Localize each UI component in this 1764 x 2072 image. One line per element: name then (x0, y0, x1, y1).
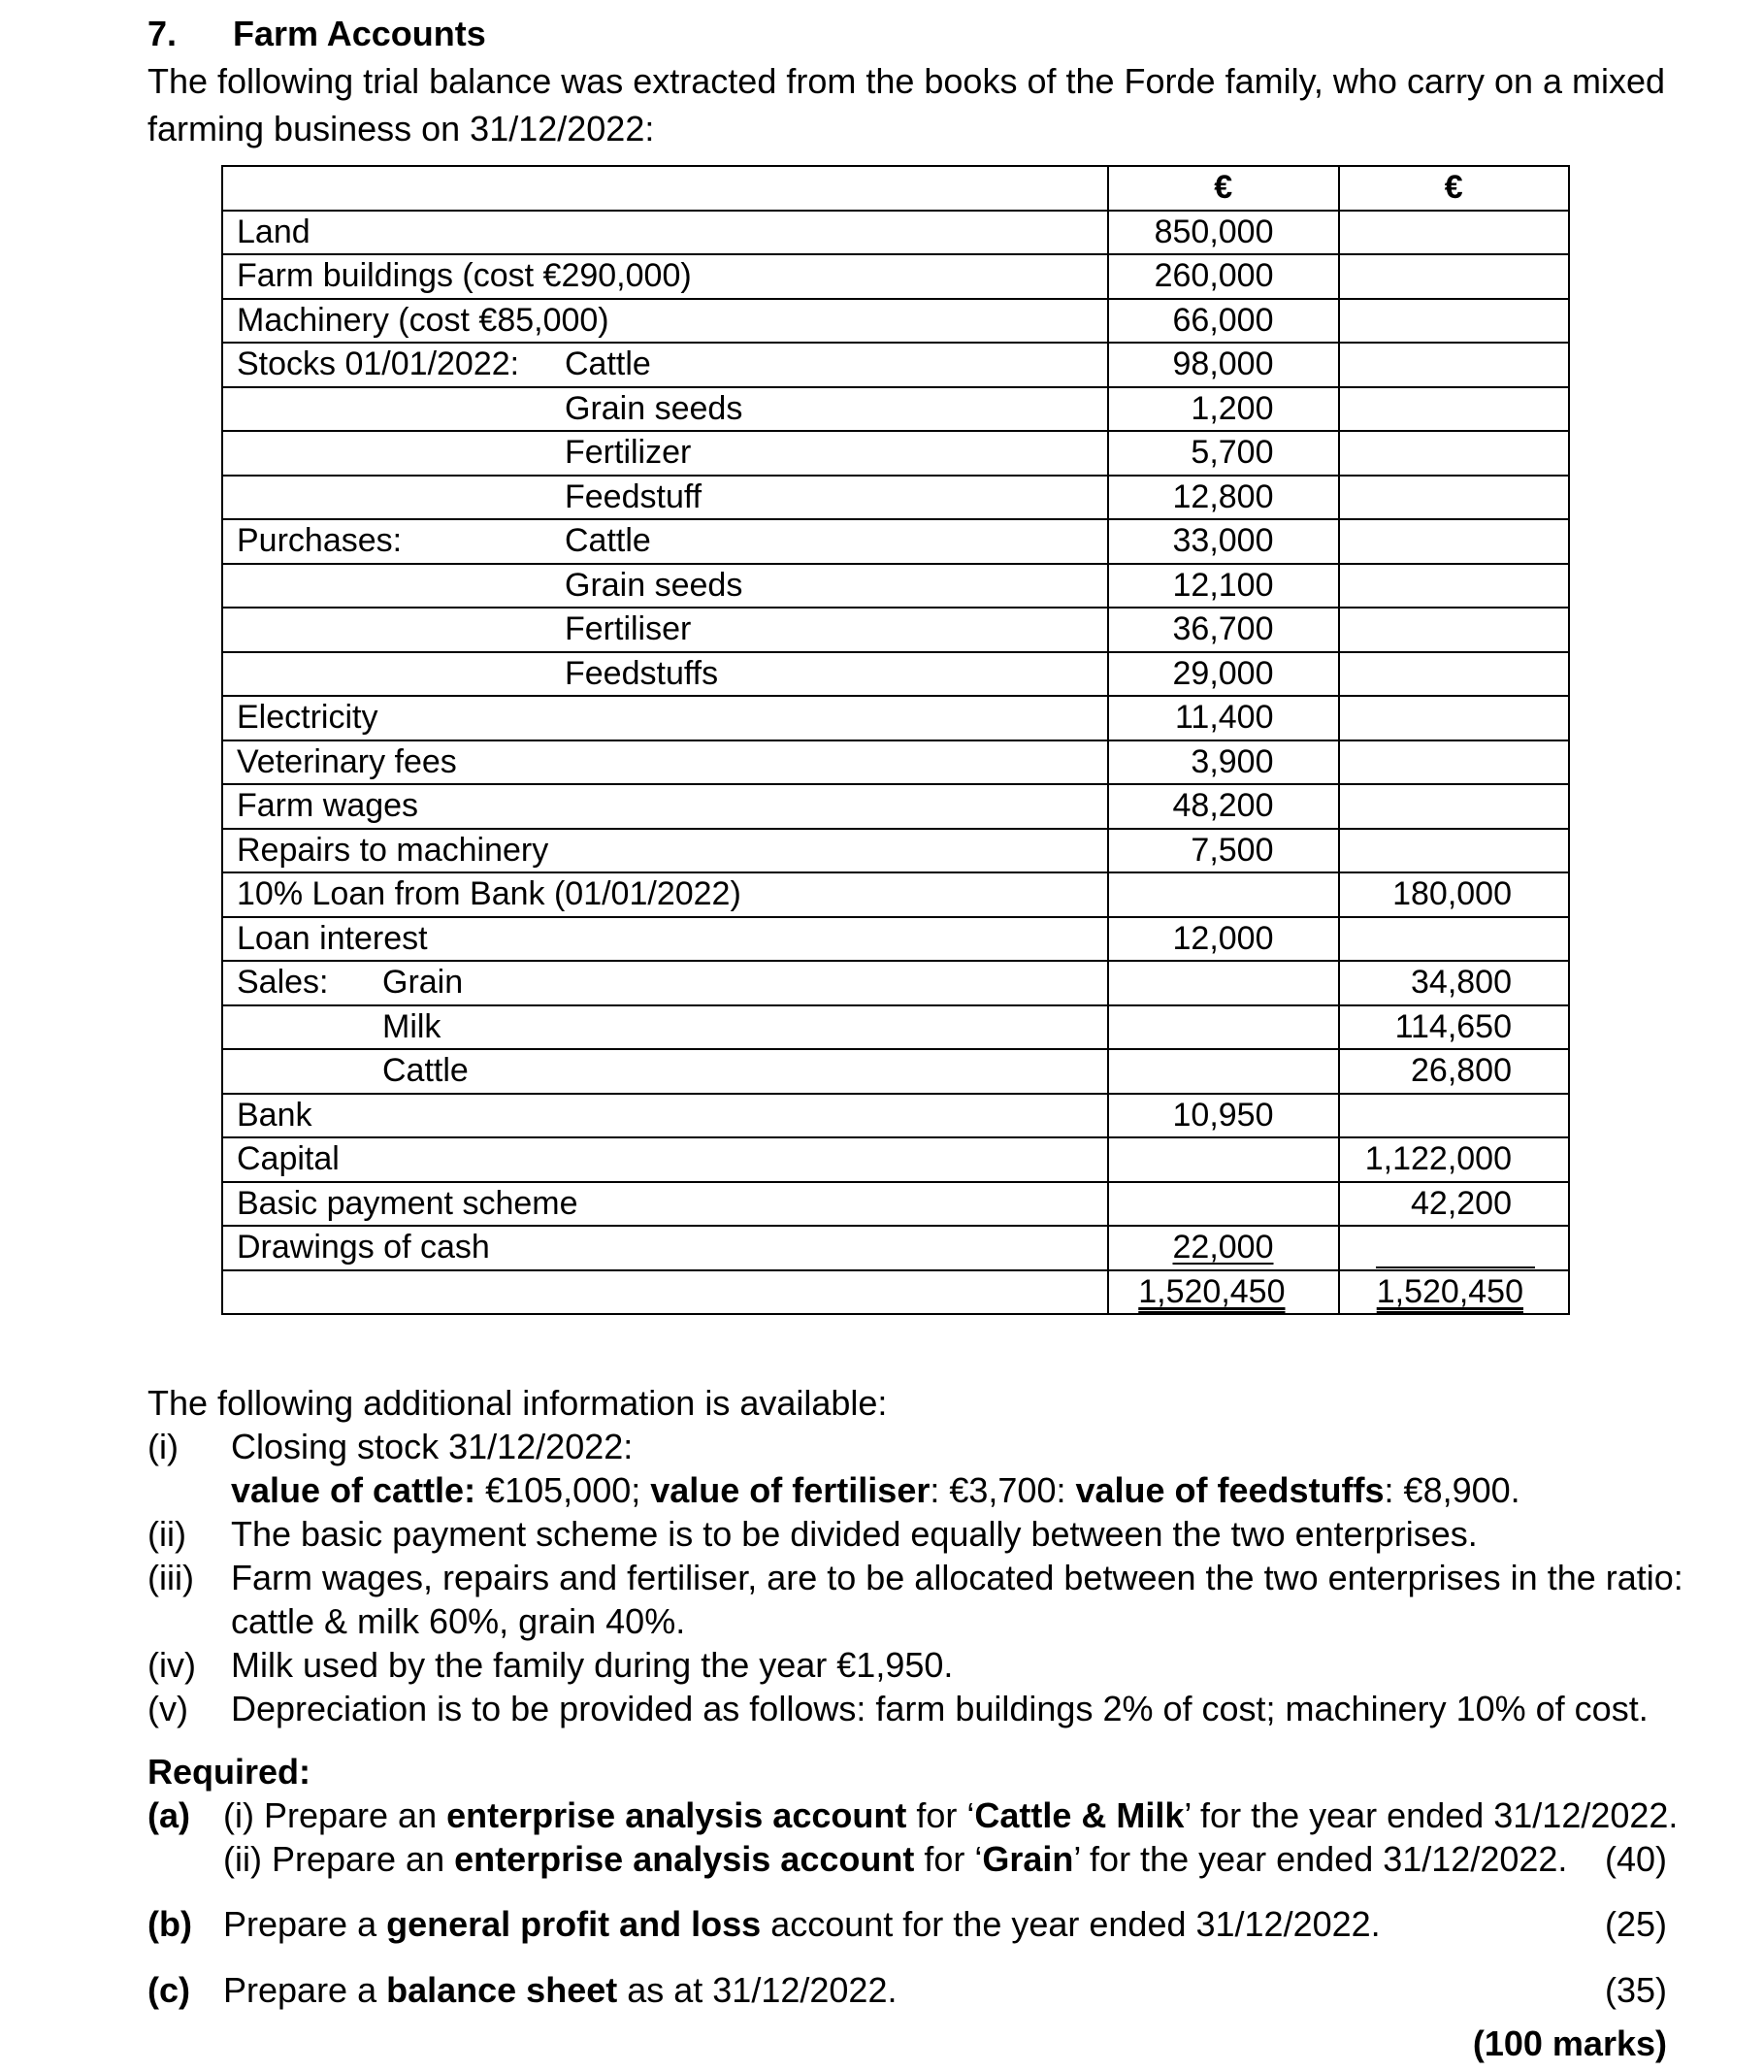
row-sublabel: Cattle (565, 345, 651, 382)
row-sublabel: Fertiliser (565, 610, 692, 647)
row-label-cell (222, 740, 1108, 785)
row-label-cell (222, 387, 1108, 432)
debit-amount: 11,400 (1175, 699, 1274, 737)
credit-amount: 26,800 (1411, 1052, 1512, 1090)
debit-amount: 7,500 (1191, 831, 1274, 869)
debit-cell (1108, 961, 1339, 1005)
row-label-cell (222, 784, 1108, 829)
row-label-cell (222, 254, 1108, 299)
debit-cell (1108, 829, 1339, 873)
item-v-number: (v) (147, 1689, 188, 1728)
part-b-post: account for the year ended 31/12/2022. (761, 1904, 1381, 1944)
table-row (222, 1005, 1569, 1050)
row-label: Basic payment scheme (237, 1184, 578, 1222)
part-b-label: (b) (147, 1904, 192, 1944)
table-row (222, 564, 1569, 608)
cattle-value: €105,000; (475, 1470, 651, 1510)
credit-amount: 34,800 (1411, 964, 1512, 1002)
debit-cell (1108, 917, 1339, 962)
totals-label-cell (222, 1270, 1108, 1315)
debit-cell (1108, 1005, 1339, 1050)
item-iii-text-2: cattle & milk 60%, grain 40%. (231, 1601, 686, 1641)
item-iii-number: (iii) (147, 1558, 194, 1597)
debit-amount: 66,000 (1172, 301, 1274, 339)
item-iii-text-1: Farm wages, repairs and fertiliser, are to be allocated between the two enterprises in the ratio: (231, 1558, 1683, 1597)
cattle-value-label: value of cattle: (231, 1470, 476, 1510)
credit-cell (1339, 740, 1570, 785)
part-c-pre: Prepare a (223, 1970, 387, 2010)
row-label-cell (222, 476, 1108, 520)
row-label: Electricity (237, 699, 378, 737)
table-row (222, 784, 1569, 829)
table-row (222, 1182, 1569, 1227)
debit-cell (1108, 1137, 1339, 1182)
part-a-ii-pre: (ii) Prepare an (223, 1839, 455, 1879)
row-sublabel: Cattle (565, 522, 651, 559)
debit-cell (1108, 431, 1339, 476)
part-b-text (223, 1904, 1381, 1945)
item-ii-number: (ii) (147, 1514, 186, 1554)
table-row (222, 343, 1569, 387)
debit-cell (1108, 1094, 1339, 1138)
part-a-i-pre: (i) Prepare an (223, 1795, 447, 1835)
debit-amount: 22,000 (1172, 1229, 1274, 1266)
part-c-marks: (35) (1604, 1970, 1667, 2010)
row-label: Veterinary fees (237, 742, 457, 780)
row-label-cell (222, 696, 1108, 740)
row-label: Drawings of cash (237, 1229, 490, 1266)
row-label-cell (222, 211, 1108, 255)
table-row (222, 696, 1569, 740)
row-label-cell (222, 652, 1108, 697)
credit-amount: 180,000 (1392, 875, 1512, 913)
row-label: Sales: (237, 964, 329, 1002)
total-debit: 1,520,450 (1138, 1272, 1286, 1310)
credit-cell (1339, 961, 1570, 1005)
row-label-cell (222, 829, 1108, 873)
table-header-row (222, 166, 1569, 211)
credit-cell (1339, 431, 1570, 476)
debit-cell (1108, 608, 1339, 652)
credit-cell (1339, 917, 1570, 962)
debit-cell (1108, 476, 1339, 520)
credit-cell (1339, 652, 1570, 697)
credit-amount: 114,650 (1394, 1007, 1512, 1045)
credit-cell (1339, 829, 1570, 873)
table-row (222, 740, 1569, 785)
row-label-cell (222, 431, 1108, 476)
question-number: 7. (147, 14, 178, 53)
credit-cell (1339, 476, 1570, 520)
credit-amount: 1,122,000 (1364, 1140, 1512, 1178)
table-row (222, 211, 1569, 255)
credit-cell (1339, 1226, 1570, 1270)
row-label-cell (222, 1049, 1108, 1094)
debit-amount: 36,700 (1172, 610, 1274, 648)
debit-amount: 1,200 (1191, 389, 1274, 427)
part-a-i-mid: for ‘ (906, 1795, 975, 1835)
row-sublabel: Feedstuffs (565, 654, 719, 692)
table-row (222, 1094, 1569, 1138)
table-row (222, 608, 1569, 652)
row-label: Loan interest (237, 919, 428, 957)
row-label: Capital (237, 1140, 340, 1178)
row-label-cell (222, 1226, 1108, 1270)
part-c-bold: balance sheet (386, 1970, 618, 2010)
debit-cell (1108, 299, 1339, 344)
part-a-ii-bold: enterprise analysis account (454, 1839, 915, 1879)
header-blank (222, 166, 1108, 211)
table-row (222, 476, 1569, 520)
table-row (222, 1137, 1569, 1182)
debit-cell (1108, 740, 1339, 785)
debit-cell (1108, 696, 1339, 740)
row-label: Purchases: (237, 522, 403, 560)
row-label: Farm buildings (cost €290,000) (237, 257, 692, 295)
credit-cell (1339, 343, 1570, 387)
part-b-bold: general profit and loss (386, 1904, 762, 1944)
row-sublabel: Grain seeds (565, 389, 743, 427)
part-c-text (223, 1970, 897, 2011)
row-label-cell (222, 519, 1108, 564)
row-label-cell (222, 1005, 1108, 1050)
debit-amount: 5,700 (1191, 434, 1274, 472)
table-row (222, 1049, 1569, 1094)
part-a-i-name: Cattle & Milk (974, 1795, 1185, 1835)
table-row (222, 254, 1569, 299)
item-i-text: Closing stock 31/12/2022: (231, 1427, 634, 1466)
part-b-marks: (25) (1604, 1904, 1667, 1944)
debit-amount: 10,950 (1172, 1096, 1274, 1134)
table-row (222, 431, 1569, 476)
credit-cell (1339, 1137, 1570, 1182)
row-label-cell (222, 299, 1108, 344)
part-a-marks: (40) (1604, 1839, 1667, 1879)
row-label: Stocks 01/01/2022: (237, 345, 520, 383)
row-label-cell (222, 608, 1108, 652)
row-label-cell (222, 343, 1108, 387)
part-c-label: (c) (147, 1970, 190, 2010)
row-sublabel: Cattle (382, 1052, 469, 1089)
item-i-detail (231, 1470, 1520, 1511)
debit-cell (1108, 652, 1339, 697)
row-label: Land (237, 213, 310, 250)
row-label: 10% Loan from Bank (01/01/2022) (237, 875, 741, 913)
debit-cell (1108, 343, 1339, 387)
item-iv-text: Milk used by the family during the year €1,950. (231, 1645, 954, 1685)
debit-amount: 3,900 (1191, 742, 1274, 780)
credit-cell (1339, 696, 1570, 740)
total-marks: (100 marks) (1472, 2023, 1667, 2063)
question-title: Farm Accounts (233, 14, 486, 53)
total-credit: 1,520,450 (1376, 1272, 1523, 1310)
feedstuffs-value-label: value of feedstuffs (1075, 1470, 1385, 1510)
table-row (222, 961, 1569, 1005)
credit-amount: 42,200 (1411, 1184, 1512, 1222)
part-b-pre: Prepare a (223, 1904, 387, 1944)
row-label-cell (222, 917, 1108, 962)
credit-cell (1339, 387, 1570, 432)
credit-cell (1339, 254, 1570, 299)
debit-amount: 12,000 (1172, 919, 1274, 957)
table-row (222, 829, 1569, 873)
part-a-ii-mid: for ‘ (914, 1839, 983, 1879)
fertiliser-value: : €3,700: (930, 1470, 1076, 1510)
row-sublabel: Milk (382, 1007, 441, 1045)
credit-cell (1339, 1182, 1570, 1227)
table-row (222, 387, 1569, 432)
row-sublabel: Grain seeds (565, 566, 743, 604)
totals-row (222, 1270, 1569, 1315)
row-sublabel: Grain (382, 964, 464, 1001)
row-label-cell (222, 1137, 1108, 1182)
row-label: Farm wages (237, 787, 419, 825)
part-a-ii-text (223, 1839, 1567, 1880)
credit-cell (1339, 872, 1570, 917)
intro-line-2: farming business on 31/12/2022: (147, 109, 655, 148)
item-iv-number: (iv) (147, 1645, 196, 1685)
credit-cell (1339, 1094, 1570, 1138)
row-label-cell (222, 1094, 1108, 1138)
total-debit-cell (1108, 1270, 1339, 1315)
debit-cell (1108, 519, 1339, 564)
table-row (222, 299, 1569, 344)
row-label-cell (222, 564, 1108, 608)
debit-amount: 12,800 (1172, 477, 1274, 515)
part-a-ii-post: ’ for the year ended 31/12/2022. (1073, 1839, 1568, 1879)
item-ii-text: The basic payment scheme is to be divided equally between the two enterprises. (231, 1514, 1478, 1554)
row-label: Repairs to machinery (237, 831, 549, 869)
row-label-cell (222, 872, 1108, 917)
table-row (222, 872, 1569, 917)
row-label: Bank (237, 1096, 312, 1134)
credit-cell (1339, 519, 1570, 564)
part-a-ii-name: Grain (982, 1839, 1074, 1879)
table-row (222, 652, 1569, 697)
debit-cell (1108, 387, 1339, 432)
row-label: Machinery (cost €85,000) (237, 301, 609, 339)
debit-cell (1108, 1049, 1339, 1094)
debit-cell (1108, 254, 1339, 299)
debit-amount: 98,000 (1172, 345, 1274, 383)
debit-amount: 33,000 (1172, 522, 1274, 560)
debit-amount: 850,000 (1154, 213, 1274, 250)
part-c-post: as at 31/12/2022. (617, 1970, 898, 2010)
required-heading: Required: (147, 1752, 311, 1792)
debit-cell (1108, 211, 1339, 255)
debit-amount: 260,000 (1154, 257, 1274, 295)
item-v-text: Depreciation is to be provided as follows: farm buildings 2% of cost; machinery 10% of cost. (231, 1689, 1649, 1728)
debit-cell (1108, 1226, 1339, 1270)
row-label-cell (222, 1182, 1108, 1227)
part-a-label: (a) (147, 1795, 190, 1835)
row-label-cell (222, 961, 1108, 1005)
credit-cell (1339, 211, 1570, 255)
total-credit-cell (1339, 1270, 1570, 1315)
credit-cell (1339, 608, 1570, 652)
credit-currency-header: € (1339, 166, 1570, 211)
part-a-i-text (223, 1795, 1678, 1836)
item-i-number: (i) (147, 1427, 179, 1466)
debit-cell (1108, 872, 1339, 917)
debit-amount: 29,000 (1172, 654, 1274, 692)
credit-cell (1339, 1005, 1570, 1050)
table-row (222, 519, 1569, 564)
debit-currency-header: € (1108, 166, 1339, 211)
part-a-i-bold: enterprise analysis account (446, 1795, 907, 1835)
debit-amount: 12,100 (1172, 566, 1274, 604)
debit-cell (1108, 784, 1339, 829)
intro-line-1: The following trial balance was extracted from the books of the Forde family, who carry on a mixed (147, 61, 1666, 101)
subtotal-rule (1376, 1237, 1535, 1268)
part-a-i-post: ’ for the year ended 31/12/2022. (1184, 1795, 1679, 1835)
credit-cell (1339, 564, 1570, 608)
row-sublabel: Feedstuff (565, 477, 702, 515)
credit-cell (1339, 1049, 1570, 1094)
table-row (222, 1226, 1569, 1270)
row-sublabel: Fertilizer (565, 434, 692, 471)
credit-cell (1339, 784, 1570, 829)
trial-balance-table (221, 165, 1570, 1315)
credit-cell (1339, 299, 1570, 344)
fertiliser-value-label: value of fertiliser (650, 1470, 931, 1510)
additional-heading: The following additional information is available: (147, 1383, 888, 1423)
debit-amount: 48,200 (1172, 787, 1274, 825)
feedstuffs-value: : €8,900. (1384, 1470, 1520, 1510)
debit-cell (1108, 564, 1339, 608)
debit-cell (1108, 1182, 1339, 1227)
table-row (222, 917, 1569, 962)
